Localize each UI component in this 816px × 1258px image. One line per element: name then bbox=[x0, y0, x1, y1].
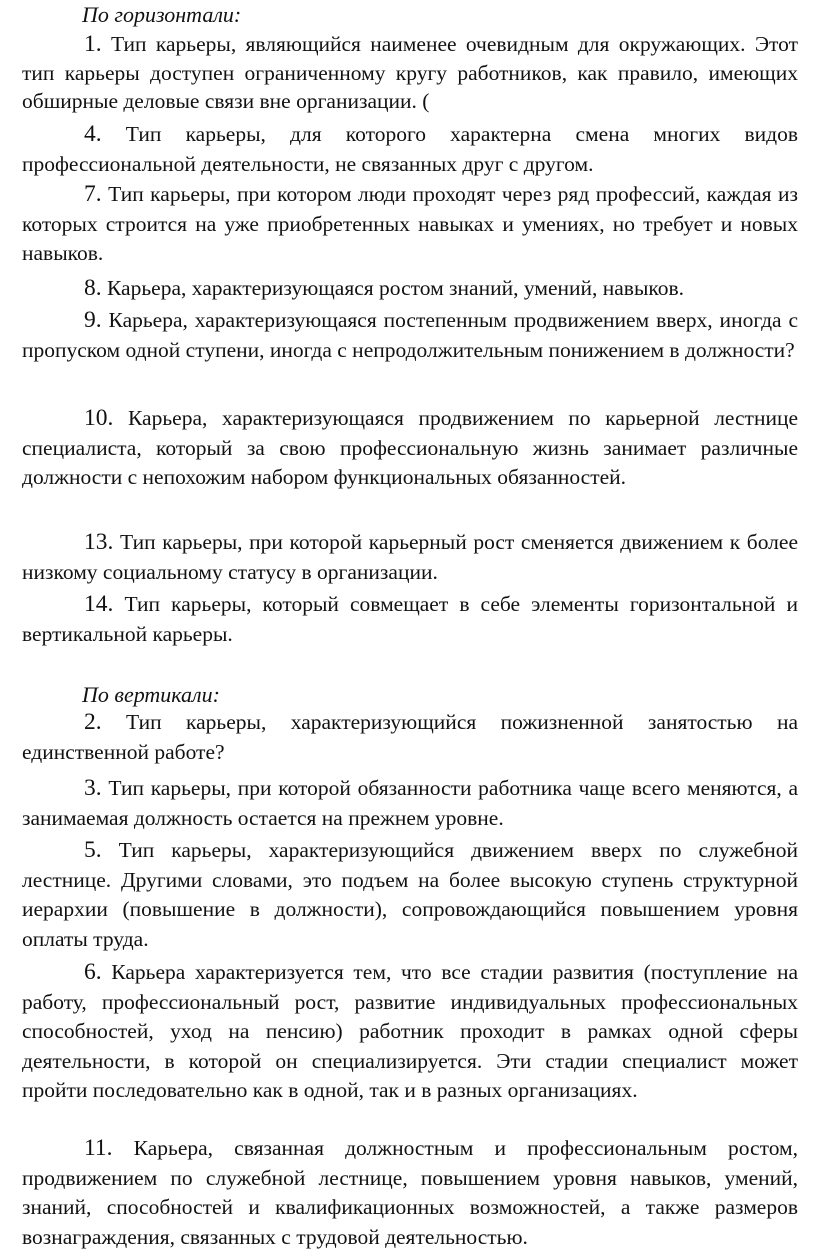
clue-across-8 bbox=[22, 274, 798, 304]
clue-text: Карьера, характеризующаяся постепенным продвижением вверх, иногда с пропуском одной ступени, иногда с непродолжительным понижением в должности? bbox=[22, 308, 798, 362]
clue-text: Тип карьеры, для которого характерна смена многих видов профессиональной деятельности, не связанных друг с другом. bbox=[22, 122, 799, 176]
clue-text: Тип карьеры, который совмещает в себе элементы горизонтальной и вертикальной карьеры. bbox=[22, 592, 799, 646]
clue-number: 11. bbox=[84, 1135, 113, 1161]
clue-across-4 bbox=[22, 120, 798, 179]
clue-down-5 bbox=[22, 836, 798, 954]
clue-text: Тип карьеры, при которой карьерный рост сменяется движением к более низкому социальному статусу в организации. bbox=[22, 530, 798, 584]
clue-down-2 bbox=[22, 708, 798, 767]
across-heading: По горизонтали: bbox=[82, 2, 242, 27]
clue-text: Тип карьеры, при которой обязанности работника чаще всего меняются, а занимаемая должность остается на прежнем уровне. bbox=[22, 776, 799, 830]
clue-number: 9. bbox=[84, 307, 102, 333]
clue-text: Карьера, связанная должностным и профессиональным ростом, продвижением по служебной лестнице, повышением уровня навыков, умений, знаний, способностей и квалификационных возможностей, а также размеров вознаграждения, связанных с трудовой деятельностью. bbox=[22, 1136, 799, 1249]
down-heading: По вертикали: bbox=[82, 682, 220, 707]
clue-number: 2. bbox=[84, 709, 102, 735]
clue-text: Тип карьеры, при котором люди проходят через ряд профессий, каждая из которых строится на уже приобретенных навыках и умениях, но требует и новых навыков. bbox=[22, 182, 799, 265]
clue-down-11 bbox=[22, 1134, 798, 1252]
clue-number: 1. bbox=[84, 31, 102, 57]
clue-text: Карьера характеризуется тем, что все стадии развития (поступление на работу, профессиональный рост, развитие индивидуальных профессиональных способностей, уход на пенсию) работник проходит в рамках одной сферы деятельности, в которой он специализируется. Эти стадии специалист может пройти последовательно как в одной, так и в разных организациях. bbox=[22, 960, 798, 1102]
clue-down-6 bbox=[22, 958, 798, 1106]
clue-across-9 bbox=[22, 306, 798, 365]
clue-number: 3. bbox=[84, 775, 102, 801]
clue-number: 10. bbox=[84, 405, 114, 431]
clue-across-1 bbox=[22, 30, 798, 116]
clue-number: 13. bbox=[84, 529, 114, 555]
clue-number: 5. bbox=[84, 837, 102, 863]
clue-number: 8. bbox=[84, 275, 102, 301]
clue-text: Карьера, характеризующаяся продвижением по карьерной лестнице специалиста, который за свою профессиональную жизнь занимает различные должности с непохожим набором функциональных обязанностей. bbox=[22, 406, 798, 489]
clue-across-10 bbox=[22, 404, 798, 493]
clue-number: 4. bbox=[84, 121, 102, 147]
clue-across-14 bbox=[22, 590, 798, 649]
clue-number: 7. bbox=[84, 181, 102, 207]
clue-across-7 bbox=[22, 180, 798, 269]
clue-text: Тип карьеры, характеризующийся движением вверх по служебной лестнице. Другими словами, это подъем на более высокую ступень структурной иерархии (повышение в должности), сопровождающийся повышением уровня оплаты труда. bbox=[22, 838, 799, 951]
clue-number: 6. bbox=[84, 959, 102, 985]
clue-number: 14. bbox=[84, 591, 114, 617]
clue-text: Карьера, характеризующаяся ростом знаний, умений, навыков. bbox=[107, 276, 685, 300]
clue-text: Тип карьеры, являющийся наименее очевидным для окружающих. Этот тип карьеры доступен ограниченному кругу работников, как правило, имеющих обширные деловые связи вне организации. ( bbox=[22, 32, 798, 113]
clue-down-3 bbox=[22, 774, 798, 833]
clue-across-13 bbox=[22, 528, 798, 587]
clue-text: Тип карьеры, характеризующийся пожизненной занятостью на единственной работе? bbox=[22, 710, 798, 764]
